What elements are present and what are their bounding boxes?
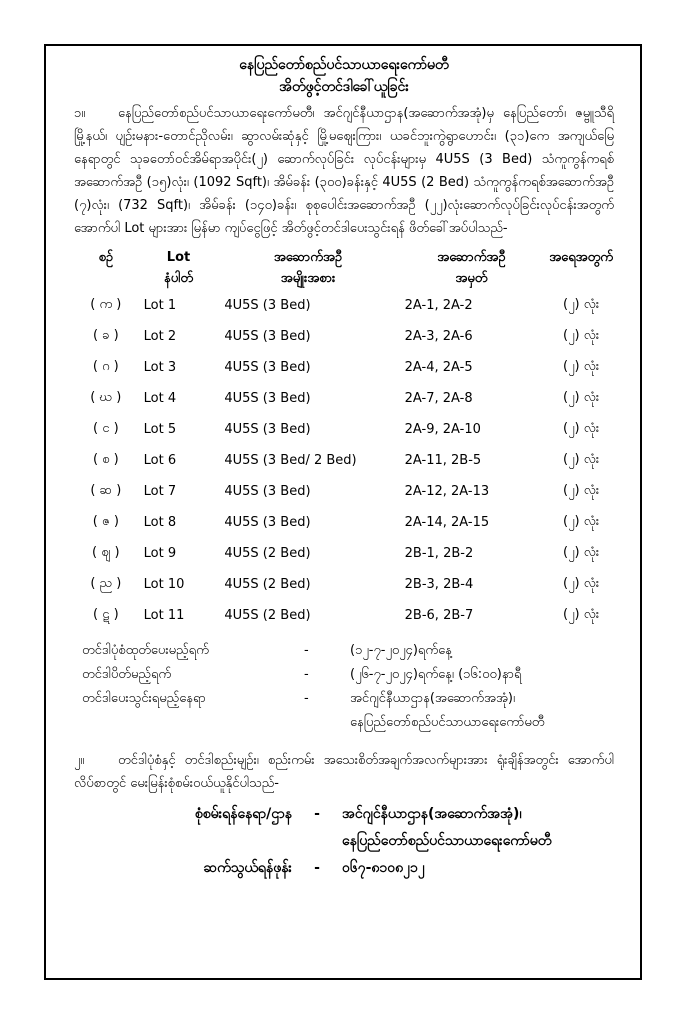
row-lot: Lot 2 <box>143 329 177 344</box>
row-building-no: 2B-6, 2B-7 <box>404 608 474 623</box>
row-serial: ( ဈ ) <box>92 545 120 560</box>
row-lot: Lot 5 <box>143 422 177 437</box>
row-quantity: (၂) လုံး <box>563 483 600 498</box>
contact-value: ၀၆၇-၈၁၀၈၂၁၂ <box>342 860 425 876</box>
contact-row <box>74 855 614 882</box>
row-quantity: (၂) လုံး <box>563 421 600 436</box>
row-serial: ( ဂ ) <box>92 359 119 374</box>
row-building-type: 4U5S (3 Bed) <box>224 298 311 313</box>
schedule-label <box>74 711 304 735</box>
contact-row <box>74 828 614 855</box>
row-quantity: (၂) လုံး <box>563 514 600 529</box>
header-building-no-text: အဆောက်အဦ အမှတ် <box>437 250 506 286</box>
schedule-dash: - <box>304 667 309 682</box>
row-serial: ( ခ ) <box>92 328 119 343</box>
row-serial: ( ဇ ) <box>92 514 119 529</box>
row-building-no: 2A-4, 2A-5 <box>404 360 473 375</box>
header-building-type-text: အဆောက်အဦ အမျိုးအစား <box>273 250 343 286</box>
row-quantity: (၂) လုံး <box>563 576 600 591</box>
schedule-value: (၂၆-၇-၂၀၂၄)ရက်နေ့၊ (၁၆:၀၀)နာရီ <box>350 667 522 682</box>
lot-table <box>74 246 614 631</box>
schedule-label: တင်ဒါပုံစံထုတ်ပေးမည့်ရက် <box>82 643 209 658</box>
row-quantity: (၂) လုံး <box>563 390 600 405</box>
row-building-type: 4U5S (3 Bed/ 2 Bed) <box>224 453 357 468</box>
row-quantity: (၂) လုံး <box>563 452 600 467</box>
paragraph-1-text: နေပြည်တော်စည်ပင်သာယာရေးကော်မတီ၊ အင်ဂျင်နီယာဌာန(အဆောက်အအုံ)မှ နေပြည်တော်၊ ဇမ္ဗူသီရိမြို့နယ်၊ ပျဉ်းမနား-တောင်ညိုလမ်း၊ ဆွာလမ်းဆုံနှင့် မြို့မဈေးကြား၊ ယခင်ဘူးကွဲရွာဟောင်း၊ (၃၁)ကေ အကျယ်မြေနေရာတွင် သုခတော်ဝင်အိမ်ရာအပိုင်း(၂) ဆောက်လုပ်ခြင်း လုပ်ငန်းများမှ 4U5S (3 Bed) သံကူကွန်ကရစ်အဆောက်အဦ (၁၅)လုံး၊ (1092 Sqft)၊ အိမ်ခန်း (၃၀၀)ခန်းနှင့် 4U5S (2 Bed) သံကူကွန်ကရစ်အဆောက်အဦ (၇)လုံး၊ (732 Sqft)၊ အိမ်ခန်း (၁၄၀)ခန်း၊ စုစုပေါင်းအဆောက်အဦ (၂၂)လုံးဆောက်လုပ်ခြင်းလုပ်ငန်းအတွက် အောက်ပါ Lot များအား မြန်မာ ကျပ်ငွေဖြင့် အိတ်ဖွင့်တင်ဒါပေးသွင်းရန် ဖိတ်ခေါ်အပ်ပါသည်- <box>74 106 614 236</box>
row-serial: ( ဃ ) <box>90 390 122 405</box>
row-building-type: 4U5S (2 Bed) <box>224 577 311 592</box>
row-quantity: (၂) လုံး <box>563 545 600 560</box>
schedule-label: တင်ဒါပိတ်မည့်ရက် <box>82 667 172 682</box>
schedule-label: တင်ဒါပေးသွင်းရမည့်နေရာ <box>82 691 206 706</box>
row-lot: Lot 11 <box>143 608 185 623</box>
row-quantity: (၂) လုံး <box>563 297 600 312</box>
contact-label: ဆက်သွယ်ရန်ဖုန်း <box>203 860 292 876</box>
header-lot <box>138 246 215 290</box>
row-building-no: 2B-3, 2B-4 <box>404 577 474 592</box>
row-quantity: (၂) လုံး <box>563 359 600 374</box>
schedule-row <box>74 711 614 735</box>
row-building-no: 2A-14, 2A-15 <box>404 515 490 530</box>
schedule-value: နေပြည်တော်စည်ပင်သာယာရေးကော်မတီ <box>350 715 545 730</box>
row-lot: Lot 3 <box>143 360 177 375</box>
table-row <box>74 600 614 631</box>
row-building-type: 4U5S (3 Bed) <box>224 329 311 344</box>
row-building-type: 4U5S (3 Bed) <box>224 391 311 406</box>
row-serial: ( ဆ ) <box>90 483 122 498</box>
row-building-type: 4U5S (2 Bed) <box>224 608 311 623</box>
schedule-dash <box>304 711 350 735</box>
schedule-row <box>74 687 614 711</box>
table-row <box>74 352 614 383</box>
contact-row <box>74 801 614 828</box>
header-building-type <box>214 246 392 290</box>
contact-value: အင်ဂျင်နီယာဌာန(အဆောက်အအုံ)၊ <box>342 806 522 822</box>
schedule-dash: - <box>304 691 309 706</box>
row-building-type: 4U5S (3 Bed) <box>224 515 311 530</box>
tender-schedule <box>74 639 614 735</box>
row-serial: ( က ) <box>90 297 122 312</box>
row-quantity: (၂) လုံး <box>563 607 600 622</box>
row-building-no: 2A-7, 2A-8 <box>404 391 473 406</box>
title-line-1: နေပြည်တော်စည်ပင်သာယာရေးကော်မတီ <box>239 57 449 73</box>
row-lot: Lot 7 <box>143 484 177 499</box>
row-lot: Lot 1 <box>143 298 177 313</box>
title-line-2: အိတ်ဖွင့်တင်ဒါခေါ်ယူခြင်း <box>279 79 409 95</box>
table-row <box>74 290 614 321</box>
row-lot: Lot 4 <box>143 391 177 406</box>
contact-dash <box>292 828 342 855</box>
tender-notice <box>74 54 614 882</box>
contact-dash: - <box>314 806 320 822</box>
table-row <box>74 476 614 507</box>
row-building-no: 2A-12, 2A-13 <box>404 484 490 499</box>
row-lot: Lot 9 <box>143 546 177 561</box>
paragraph-2 <box>74 749 614 795</box>
row-building-no: 2A-11, 2B-5 <box>404 453 482 468</box>
row-lot: Lot 8 <box>143 515 177 530</box>
header-serial: စဉ် <box>98 250 114 265</box>
header-quantity: အရေအတွက် <box>549 250 613 265</box>
header-lot-text: Lot နံပါတ် <box>163 250 194 286</box>
schedule-dash: - <box>304 643 309 658</box>
paragraph-2-number: ၂။ <box>74 753 85 768</box>
lot-table-header <box>74 246 614 290</box>
row-building-type: 4U5S (3 Bed) <box>224 484 311 499</box>
table-row <box>74 569 614 600</box>
row-building-no: 2A-3, 2A-6 <box>404 329 473 344</box>
table-row <box>74 538 614 569</box>
contact-info <box>74 801 614 882</box>
row-building-no: 2B-1, 2B-2 <box>404 546 474 561</box>
table-row <box>74 383 614 414</box>
row-serial: ( ည ) <box>90 576 122 591</box>
contact-dash: - <box>314 860 320 876</box>
schedule-value: (၁၂-၇-၂၀၂၄)ရက်နေ့ <box>350 643 452 658</box>
contact-value: နေပြည်တော်စည်ပင်သာယာရေးကော်မတီ <box>342 833 552 849</box>
row-serial: ( င ) <box>93 421 119 436</box>
schedule-row <box>74 663 614 687</box>
row-lot: Lot 6 <box>143 453 177 468</box>
row-serial: ( ဋ ) <box>93 607 119 622</box>
row-building-type: 4U5S (3 Bed) <box>224 422 311 437</box>
table-row <box>74 414 614 445</box>
contact-label <box>74 828 292 855</box>
row-building-type: 4U5S (2 Bed) <box>224 546 311 561</box>
paragraph-2-text: တင်ဒါပုံစံနှင့် တင်ဒါစည်းမျဉ်း၊ စည်းကမ်း အသေးစိတ်အချက်အလက်များအား ရုံးချိန်အတွင်း အောက်ပါလိပ်စာတွင် မေးမြန်းစုံစမ်းဝယ်ယူနိုင်ပါသည်- <box>74 753 614 791</box>
header-building-no <box>393 246 540 290</box>
paragraph-1 <box>74 102 614 240</box>
row-quantity: (၂) လုံး <box>563 328 600 343</box>
paragraph-1-number: ၁။ <box>74 106 86 121</box>
schedule-value: အင်ဂျင်နီယာဌာန(အဆောက်အအုံ)၊ <box>350 691 516 706</box>
row-lot: Lot 10 <box>143 577 185 592</box>
schedule-row <box>74 639 614 663</box>
table-row <box>74 321 614 352</box>
row-building-no: 2A-9, 2A-10 <box>404 422 481 437</box>
row-building-type: 4U5S (3 Bed) <box>224 360 311 375</box>
contact-label: စုံစမ်းရန်နေရာ/ဌာန <box>194 806 292 822</box>
row-building-no: 2A-1, 2A-2 <box>404 298 473 313</box>
table-row <box>74 507 614 538</box>
table-row <box>74 445 614 476</box>
row-serial: ( စ ) <box>92 452 119 467</box>
